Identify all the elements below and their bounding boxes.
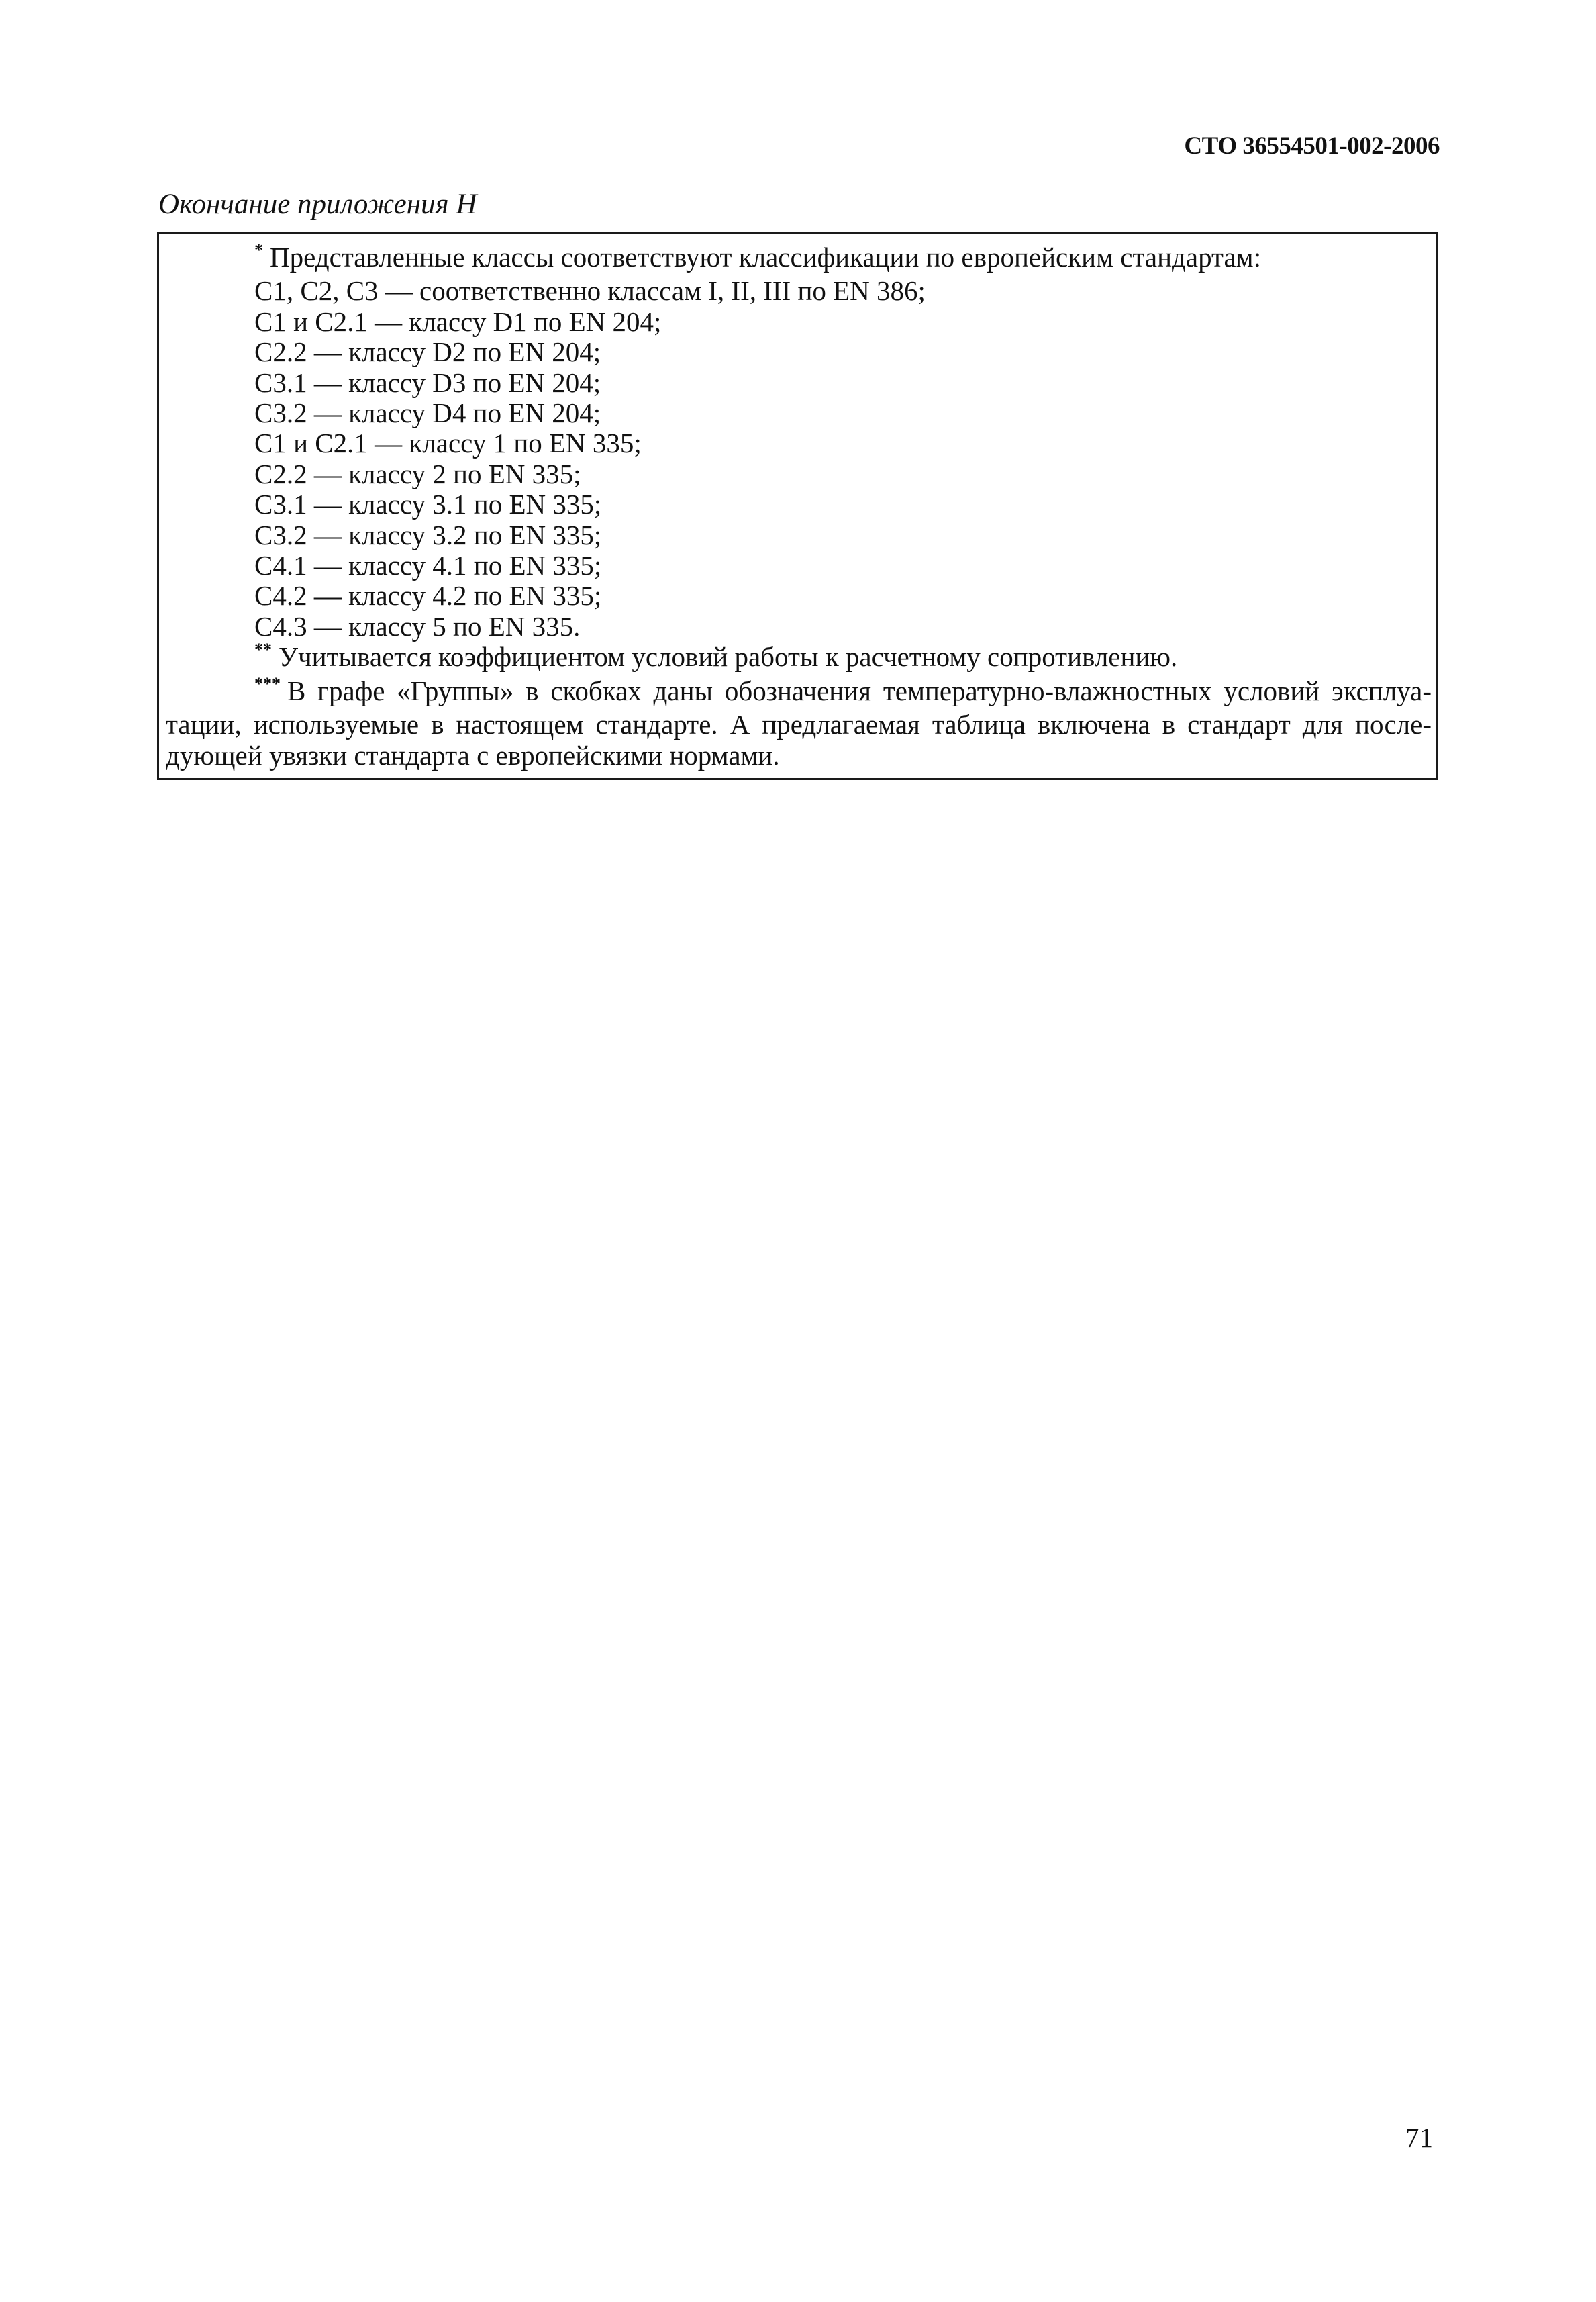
list-item: C3.2 — классу D4 по EN 204; xyxy=(254,397,601,429)
list-item: C4.2 — классу 4.2 по EN 335; xyxy=(254,580,602,612)
note-2 xyxy=(166,642,1432,675)
note-3-marker: *** xyxy=(254,673,281,693)
note-2-text: Учитывается коэффициентом условий работы к расчетному сопротивлению. xyxy=(279,641,1178,673)
note-3-line-3: дующей увязки стандарта с европейскими нормами. xyxy=(166,739,780,771)
list-item: C1, C2, C3 — соответственно классам I, II, III по EN 386; xyxy=(254,275,926,307)
list-item: C1 и C2.1 — классу 1 по EN 335; xyxy=(254,428,642,459)
document-code: СТО 36554501-002-2006 xyxy=(1184,132,1440,160)
list-item: C1 и C2.1 — классу D1 по EN 204; xyxy=(254,305,662,337)
notes-box xyxy=(157,232,1438,780)
appendix-heading: Окончание приложения Н xyxy=(158,189,477,220)
note-1-text: Представленные классы соответствуют классификации по европейским стандартам: xyxy=(270,242,1262,273)
note-1-marker: * xyxy=(254,240,263,260)
note-3-line-2: тации, используемые в настоящем стандарте. А предлагаемая таблица включена в стандарт для после- xyxy=(166,709,1432,740)
list-item: C3.1 — классу 3.1 по EN 335; xyxy=(254,489,602,520)
list-item: C4.3 — классу 5 по EN 335. xyxy=(254,610,581,642)
note-3-text-1: В графе «Группы» в скобках даны обозначения температурно-влажностных условий эксплуа- xyxy=(287,675,1432,706)
list-item: C3.2 — классу 3.2 по EN 335; xyxy=(254,519,602,550)
note-3-line-1 xyxy=(166,673,1432,710)
page-number: 71 xyxy=(1405,2122,1433,2153)
note-2-marker: ** xyxy=(254,640,272,660)
list-item: C2.2 — классу D2 по EN 204; xyxy=(254,336,601,368)
list-item: C4.1 — классу 4.1 по EN 335; xyxy=(254,550,602,581)
list-item: C2.2 — классу 2 по EN 335; xyxy=(254,458,581,489)
note-1 xyxy=(166,242,1432,276)
list-item: C3.1 — классу D3 по EN 204; xyxy=(254,367,601,398)
